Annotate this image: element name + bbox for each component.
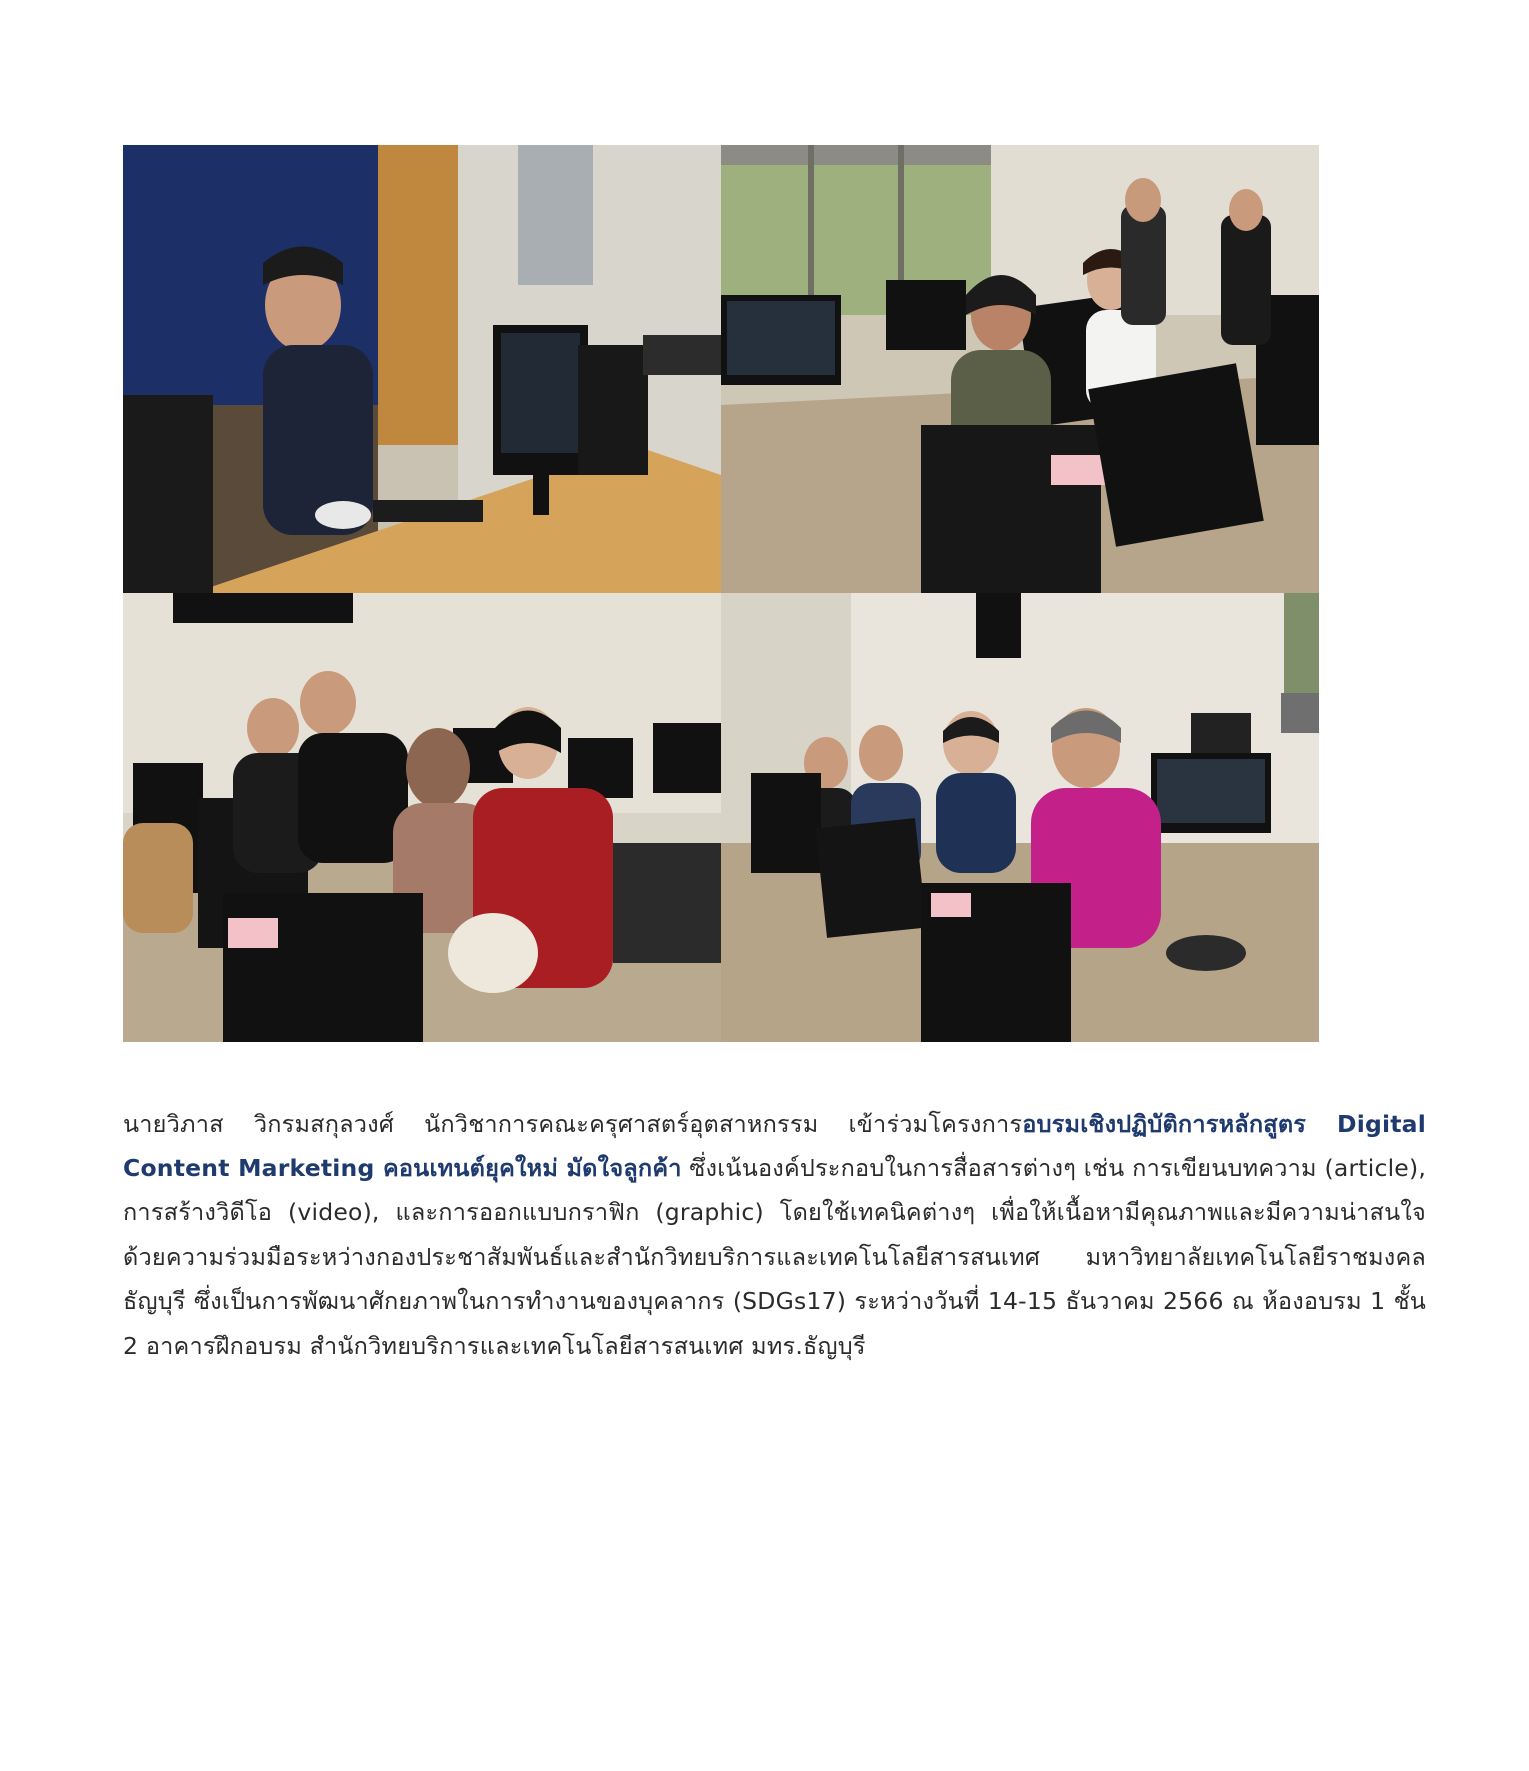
instructor-photo-icon xyxy=(123,145,721,593)
photo-participants-smiling xyxy=(721,145,1319,593)
classroom-photo-icon xyxy=(721,593,1319,1042)
photo-participants-row-left xyxy=(123,593,721,1042)
photo-participants-row-right xyxy=(721,593,1319,1042)
photo-collage xyxy=(123,145,1319,1042)
caption-body: ซึ่งเน้นองค์ประกอบในการสื่อสารต่างๆ เช่น การเขียนบทความ (article), การสร้างวิดีโอ (video), และการออกแบบกราฟิก (graphic) โดยใช้เทคนิคต่างๆ เพื่อให้เนื้อหามีคุณภาพและมีความน่าสนใจ ด้วยความร่วมมือระหว่างกองประชาสัมพันธ์และสำนักวิทยบริการและเทคโนโลยีสารสนเทศ มหาวิทยาลัยเทคโนโลยีราชมงคลธัญบุรี ซึ่งเป็นการพัฒนาศักยภาพในการทำงานของบุคลากร (SDGs17) ระหว่างวันที่ 14-15 ธันวาคม 2566 ณ ห้องอบรม 1 ชั้น 2 อาคารฝึกอบรม สำนักวิทยบริการและเทคโนโลยีสารสนเทศ มทร.ธัญบุรี xyxy=(123,1153,1426,1360)
caption-lead: นายวิภาส วิกรมสกุลวงศ์ นักวิชาการคณะครุศาสตร์อุตสาหกรรม เข้าร่วมโครงการ xyxy=(123,1109,1023,1138)
caption-highlight: อบรมเชิงปฏิบัติการหลักสูตร Digital Content Marketing คอนเทนต์ยุคใหม่ มัดใจลูกค้า xyxy=(123,1109,1426,1182)
participants-photo-icon xyxy=(721,145,1319,593)
news-caption xyxy=(123,1102,1426,1368)
classroom-photo-icon xyxy=(123,593,721,1042)
photo-instructor-at-desk xyxy=(123,145,721,593)
